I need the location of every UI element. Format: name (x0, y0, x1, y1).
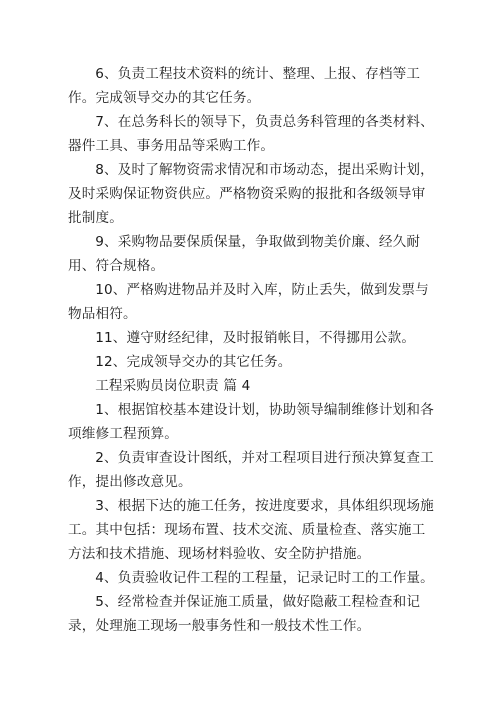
section-heading: 工程采购员岗位职责 篇 4 (95, 378, 251, 394)
document-body (68, 62, 438, 638)
paragraph-9: 9、采购物品要保质保量，争取做到物美价廉、经久耐用、符合规格。 (68, 234, 421, 274)
paragraph-b3: 3、根据下达的施工任务，按进度要求，具体组织现场施工。其中包括：现场布置、技术交流、质量检查、落实施工方法和技术措施、现场材料验收、安全防护措施。 (68, 498, 434, 562)
paragraph-b5: 5、经常检查并保证施工质量，做好隐蔽工程检查和记录，处理施工现场一般事务性和一般技术性工作。 (68, 594, 421, 634)
paragraph-11: 11、遵守财经纪律，及时报销帐目，不得挪用公款。 (95, 330, 416, 346)
paragraph-10: 10、严格购进物品并及时入库，防止丢失，做到发票与物品相符。 (68, 282, 429, 322)
paragraph-6: 6、负责工程技术资料的统计、整理、上报、存档等工作。完成领导交办的其它任务。 (68, 66, 421, 106)
paragraph-b4: 4、负责验收记件工程的工程量，记录记时工的工作量。 (95, 570, 434, 586)
paragraph-b1: 1、根据馆校基本建设计划，协助领导编制维修计划和各项维修工程预算。 (68, 402, 434, 442)
paragraph-8: 8、及时了解物资需求情况和市场动态，提出采购计划，及时采购保证物资供应。严格物资采购的报批和各级领导审批制度。 (68, 162, 434, 226)
paragraph-12: 12、完成领导交办的其它任务。 (95, 354, 292, 370)
paragraph-b2: 2、负责审查设计图纸，并对工程项目进行预决算复查工作，提出修改意见。 (68, 450, 434, 490)
paragraph-7: 7、在总务科长的领导下，负责总务科管理的各类材料、器件工具、事务用品等采购工作。 (68, 114, 434, 154)
